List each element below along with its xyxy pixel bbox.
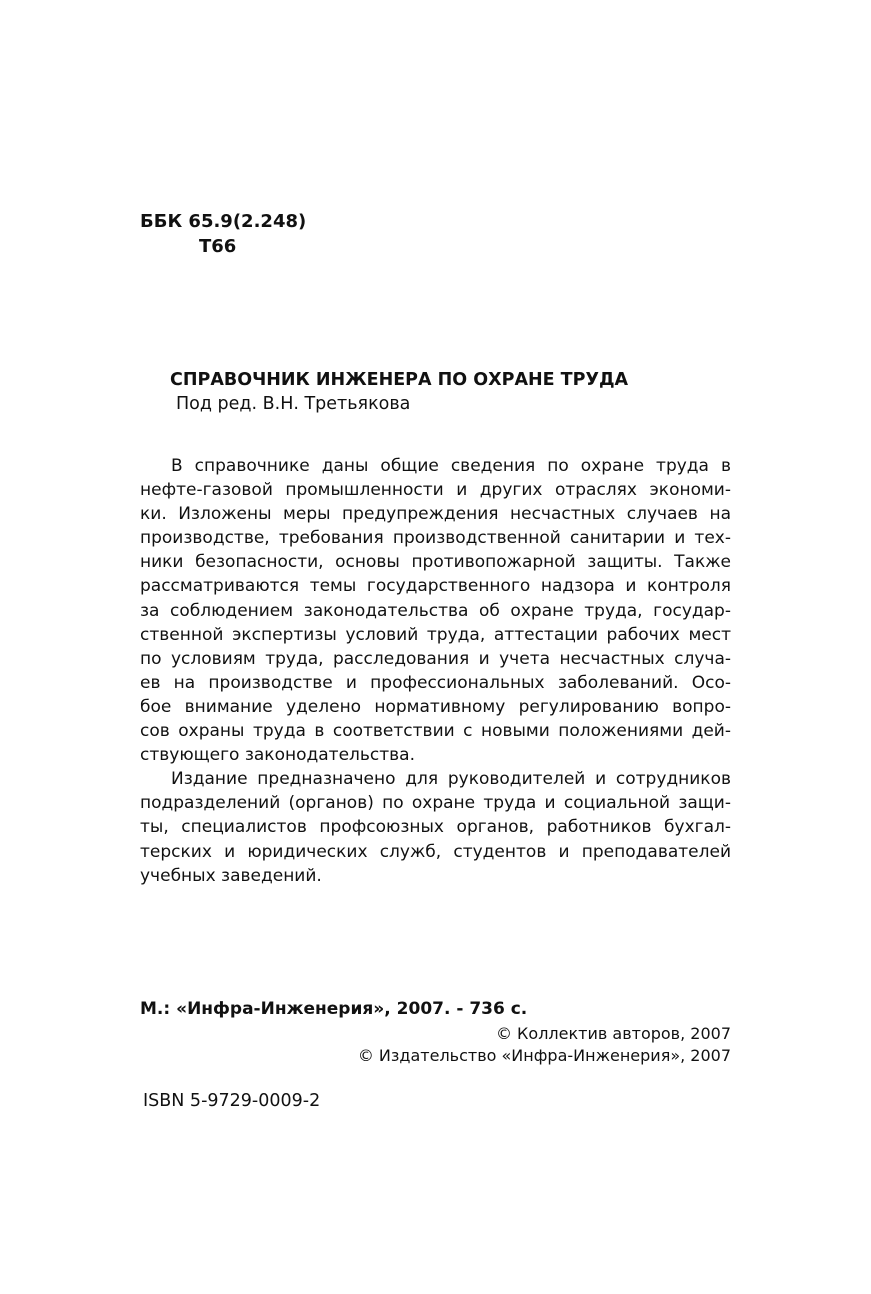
- copyright-publisher: © Издательство «Инфра-Инженерия», 2007: [357, 1046, 731, 1065]
- bbk-code: ББК 65.9(2.248): [140, 211, 307, 232]
- abstract-line: за соблюдением законодательства об охране труда, государ-: [140, 600, 731, 621]
- imprint: М.: «Инфра-Инженерия», 2007. - 736 с.: [140, 999, 528, 1019]
- copyright-authors: © Коллектив авторов, 2007: [495, 1024, 731, 1043]
- abstract-line: нефте-газовой промышленности и других отраслях экономи-: [140, 480, 731, 501]
- author-mark: Т66: [199, 236, 237, 257]
- abstract-line: Издание предназначено для руководителей и сотрудников: [171, 769, 731, 790]
- book-title: СПРАВОЧНИК ИНЖЕНЕРА ПО ОХРАНЕ ТРУДА: [170, 370, 629, 390]
- abstract-line: по условиям труда, расследования и учета несчастных случа-: [140, 648, 731, 669]
- abstract-line: учебных заведений.: [140, 865, 322, 886]
- abstract-line: ты, специалистов профсоюзных органов, работников бухгал-: [140, 817, 731, 838]
- abstract-line: производстве, требования производственной санитарии и тех-: [140, 528, 731, 549]
- abstract-line: подразделений (органов) по охране труда и социальной защи-: [140, 793, 731, 814]
- bbk-block: [140, 209, 306, 259]
- abstract-line: ственной экспертизы условий труда, аттестации рабочих мест: [140, 624, 731, 645]
- abstract-line: В справочнике даны общие сведения по охране труда в: [171, 456, 731, 476]
- book-editor: Под ред. В.Н. Третьякова: [176, 394, 411, 414]
- abstract-line: ев на производстве и профессиональных заболеваний. Осо-: [140, 672, 731, 693]
- abstract-line: рассматриваются темы государственного надзора и контроля: [140, 576, 731, 597]
- abstract-line: ствующего законодательства.: [140, 745, 415, 766]
- abstract-line: бое внимание уделено нормативному регулированию вопро-: [140, 696, 731, 717]
- abstract: [140, 454, 731, 888]
- abstract-line: сов охраны труда в соответствии с новыми положениями дей-: [140, 721, 731, 742]
- copyright-block: [358, 1023, 731, 1067]
- isbn: ISBN 5-9729-0009-2: [143, 1091, 321, 1111]
- abstract-line: ники безопасности, основы противопожарной защиты. Также: [140, 552, 731, 573]
- abstract-line: терских и юридических служб, студентов и преподавателей: [140, 841, 731, 862]
- abstract-line: ки. Изложены меры предупреждения несчастных случаев на: [140, 504, 731, 525]
